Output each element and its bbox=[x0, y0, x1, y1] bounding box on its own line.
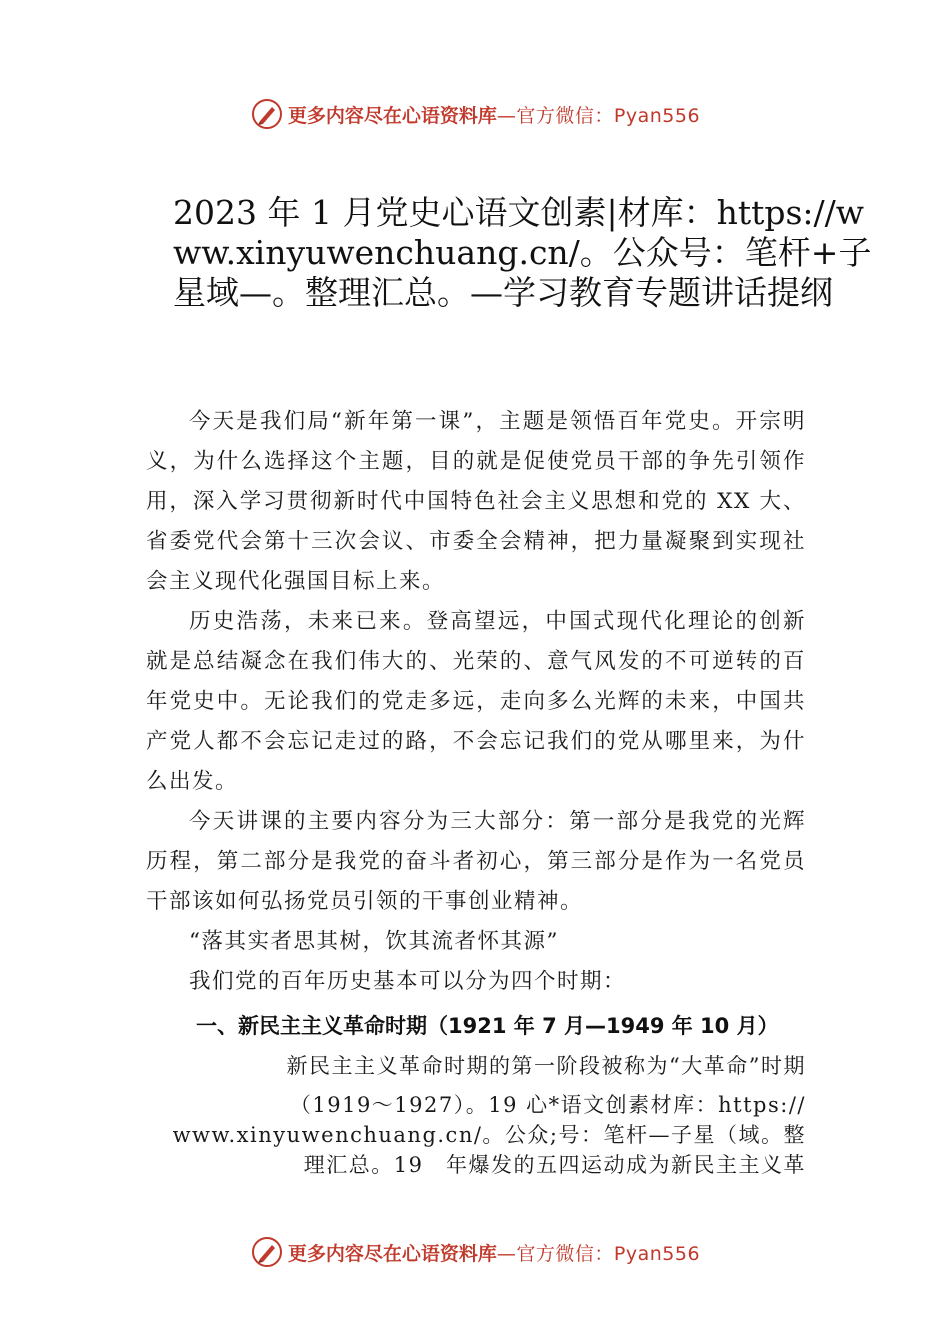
paragraph: 今天讲课的主要内容分为三大部分：第一部分是我党的光辉历程，第二部分是我党的奋斗者初心，第三部分是作为一名党员干部该如何弘扬党员引领的干事创业精神。 bbox=[146, 809, 806, 914]
pen-nib-icon bbox=[250, 97, 284, 131]
section-body bbox=[146, 1046, 806, 1180]
paragraph: 今天是我们局“新年第一课”，主题是领悟百年党史。开宗明义，为什么选择这个主题，目的就是促使党员干部的争先引领作用，深入学习贯彻新时代中国特色社会主义思想和党的 XX 大、省委党代会第十三次会议、市委全会精神，把力量凝聚到实现社会主义现代化强国目标上来。 bbox=[146, 409, 806, 594]
section-first-line: 新民主主义革命时期的第一阶段被称为“大革命”时期 bbox=[286, 1054, 806, 1078]
footer-banner bbox=[0, 1232, 950, 1272]
document-body bbox=[146, 402, 806, 1002]
quote-line: “落其实者思其树，饮其流者怀其源” bbox=[189, 929, 559, 954]
document-title: 2023 年 1 月党史心语文创素|材库：https://www.xinyuwenchuang.cn/。公众号：笔杆+子星域—。整理汇总。—学习教育专题讲话提纲 bbox=[173, 193, 872, 312]
section-lines bbox=[146, 1090, 806, 1180]
banner-brand: 更多内容尽在心语资料库 bbox=[287, 104, 497, 127]
paragraph: 我们党的百年历史基本可以分为四个时期： bbox=[189, 969, 627, 994]
banner-contact: —官方微信：Pyan556 bbox=[496, 104, 701, 127]
text-line: www.xinyuwenchuang.cn/。公众;号：笔杆—子星（域。整 bbox=[172, 1123, 806, 1147]
text-line: （1919～1927）。19 心*语文创素材库：https:// bbox=[289, 1093, 806, 1117]
section-heading: 一、新民主主义革命时期（1921 年 7 月—1949 年 10 月） bbox=[196, 1014, 779, 1038]
pen-nib-icon bbox=[250, 1235, 284, 1269]
banner-contact: —官方微信：Pyan556 bbox=[496, 1242, 701, 1265]
banner-brand: 更多内容尽在心语资料库 bbox=[287, 1242, 497, 1265]
header-banner bbox=[0, 94, 950, 134]
text-line: 理汇总。19 年爆发的五四运动成为新民主主义革 bbox=[303, 1153, 806, 1177]
paragraph: 历史浩荡，未来已来。登高望远，中国式现代化理论的创新就是总结凝念在我们伟大的、光荣的、意气风发的不可逆转的百年党史中。无论我们的党走多远，走向多么光辉的未来，中国共产党人都不会忘记走过的路，不会忘记我们的党从哪里来，为什么出发。 bbox=[146, 609, 806, 794]
